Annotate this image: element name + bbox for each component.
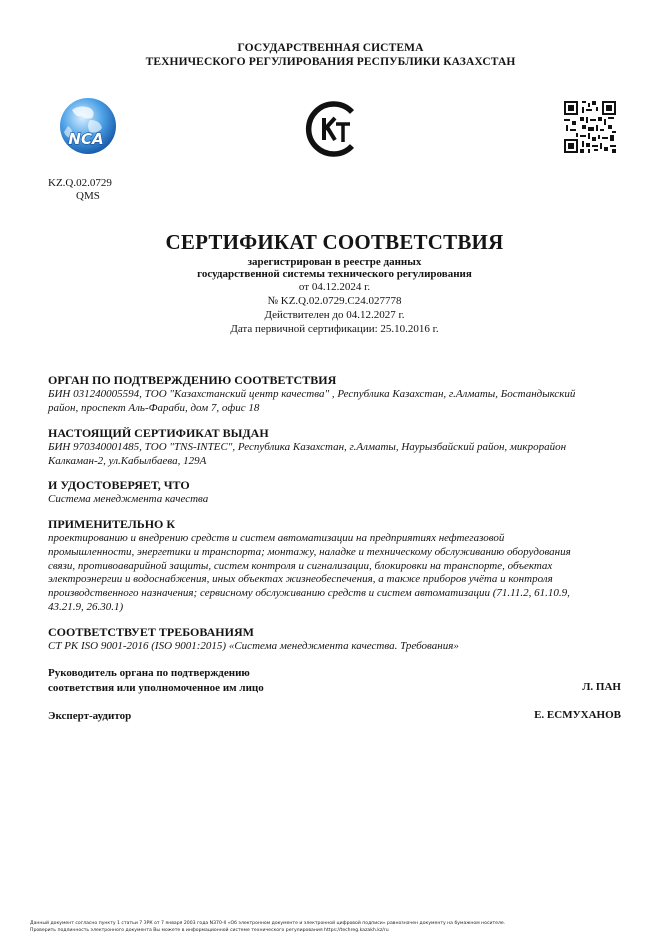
section-text-line: Калкаман-2, ул.Кабылбаева, 129А: [48, 454, 207, 467]
section-text-line: электроэнергии и водоснабжения, иных объектах жизнеобеспечения, а также приборов учёта и контроля: [48, 573, 553, 586]
registered-line-1: зарегистрирован в реестре данных: [247, 256, 422, 268]
section-text-line: связи, противоаварийной защиты, систем контроля и сигнализации, блокировки на транспорте, объектах: [48, 559, 553, 572]
section-text-line: проектированию и внедрению средств и систем автоматизации на предприятиях нефтегазовой: [48, 532, 505, 544]
signatory-label-line: Руководитель органа по подтверждению: [48, 667, 250, 679]
section-heading: НАСТОЯЩИЙ СЕРТИФИКАТ ВЫДАН: [48, 426, 269, 440]
expert-auditor-name: Е. ЕСМУХАНОВ: [534, 709, 621, 721]
header-title-line-2: ТЕХНИЧЕСКОГО РЕГУЛИРОВАНИЯ РЕСПУБЛИКИ КАЗАХСТАН: [145, 56, 516, 68]
certificate-valid-until: Действителен до 04.12.2027 г.: [264, 309, 405, 321]
section-heading: ОРГАН ПО ПОДТВЕРЖДЕНИЮ СООТВЕТСТВИЯ: [48, 373, 337, 387]
section-text-line: Система менеджмента качества: [48, 493, 209, 505]
section-certification-body: [48, 373, 623, 416]
nca-logo-text: NCA: [68, 130, 104, 148]
signatory-label-line: соответствия или уполномоченное им лицо: [48, 682, 264, 694]
section-text-line: БИН 031240005594, ТОО "Казахстанский центр качества" , Республика Казахстан, г.Алматы, Бостандыкский: [48, 388, 576, 400]
head-signatory-label: [48, 666, 264, 696]
section-applies-to: [48, 517, 623, 615]
certificate-number: № KZ.Q.02.0729.С24.027778: [267, 295, 402, 307]
kz-conformity-mark-icon: [302, 98, 364, 160]
registration-code: KZ.Q.02.0729: [48, 177, 112, 189]
expert-auditor-label: Эксперт-аудитор: [48, 710, 132, 722]
qr-code-icon: [564, 101, 616, 153]
section-issued-to: [48, 426, 623, 469]
section-certifies: [48, 478, 623, 507]
first-certification-date: Дата первичной сертификации: 25.10.2016 г.: [230, 323, 439, 335]
section-text-line: БИН 970340001485, ТОО "TNS-INTEC", Республика Казахстан, г.Алматы, Наурызбайский район, микрорайон: [48, 441, 567, 453]
footer-legal-note: Данный документ согласно пункту 1 статьи 7 ЗРК от 7 января 2003 года N370-II «Об электронном документе и электронной цифровой подписи» равнозначен документу на бумажном носителе.: [30, 921, 506, 926]
section-text-line: район, проспект Аль-Фараби, дом 7, офис 18: [48, 401, 260, 414]
certificate-date: от 04.12.2024 г.: [298, 281, 371, 293]
section-heading: ПРИМЕНИТЕЛЬНО К: [48, 517, 176, 531]
section-text-line: промышленности, энергетики и транспорта; монтажу, наладке и техническому обслуживанию оборудования: [48, 545, 571, 558]
registration-type: QMS: [76, 190, 100, 202]
section-complies: [48, 625, 623, 654]
registered-line-2: государственной системы технического регулирования: [197, 268, 472, 280]
certificate-title: СЕРТИФИКАТ СООТВЕТСТВИЯ: [165, 230, 504, 254]
globe-logo-icon: [46, 96, 126, 158]
section-text-line: СТ РК ISO 9001-2016 (ISO 9001:2015) «Система менеджмента качества. Требования»: [48, 640, 459, 652]
head-signatory-name: Л. ПАН: [582, 681, 621, 693]
footer-verification-note: Проверить подлинность электронного документа Вы можете в информационной системе технического регулирования https://techreg.kazakh.kz/ru: [30, 928, 389, 933]
section-heading: СООТВЕТСТВУЕТ ТРЕБОВАНИЯМ: [48, 625, 254, 639]
section-text-line: производственного назначения; сервисному обслуживанию средств и систем автоматизации (71.11.2, 61.10.9,: [48, 587, 570, 600]
section-text-line: 43.21.9, 26.30.1): [48, 600, 124, 613]
section-heading: И УДОСТОВЕРЯЕТ, ЧТО: [48, 478, 190, 492]
header-title-line-1: ГОСУДАРСТВЕННАЯ СИСТЕМА: [237, 42, 424, 54]
